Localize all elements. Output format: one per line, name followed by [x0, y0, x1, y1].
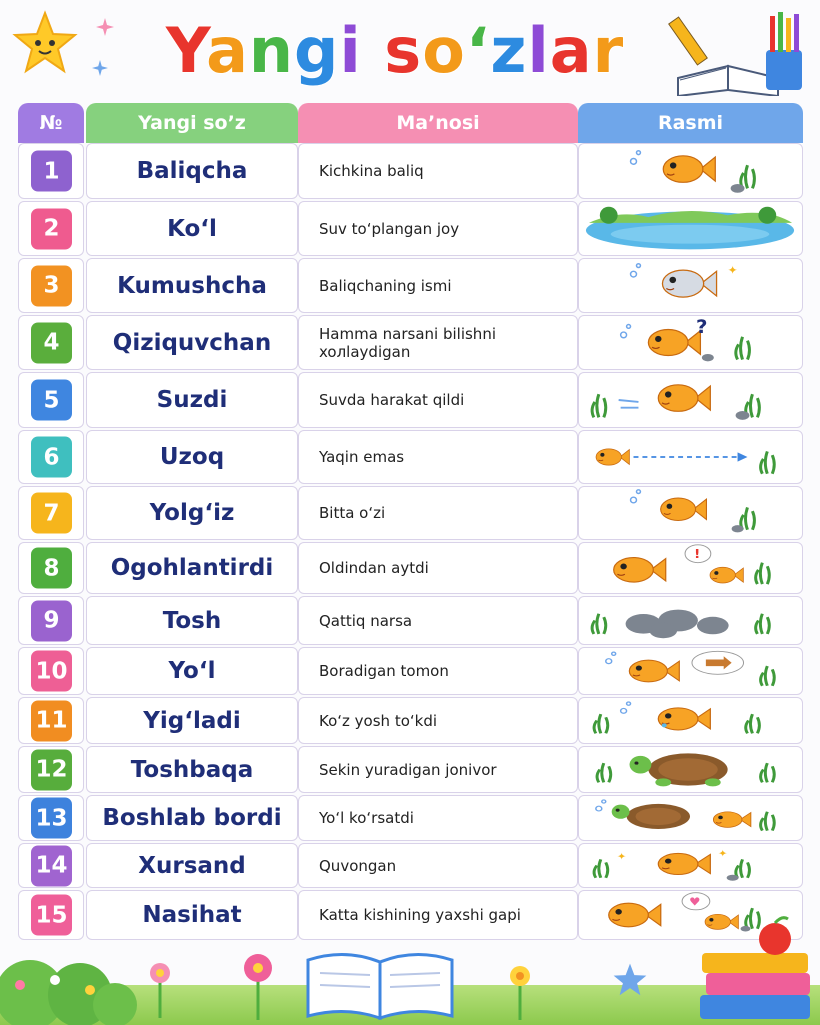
word-cell: Yo‘l: [86, 647, 298, 695]
table-row: [18, 143, 803, 199]
picture-cell: [578, 596, 803, 645]
svg-text:✦: ✦: [717, 847, 728, 859]
goldfish-icon: [579, 144, 802, 198]
meaning-cell: Oldindan aytdi: [298, 542, 578, 594]
curious-fish-icon: [579, 316, 802, 369]
bush-icon: [0, 940, 140, 1025]
word-cell: Ko‘l: [86, 201, 298, 256]
table-row: [18, 258, 803, 313]
crying-fish-icon: [579, 698, 802, 743]
svg-text:?: ?: [695, 316, 708, 338]
picture-cell: [578, 486, 803, 540]
picture-cell: [578, 843, 803, 888]
num-cell: [18, 201, 84, 256]
row-number: 1: [31, 151, 72, 192]
row-number: 5: [31, 380, 72, 421]
page-title: Yangi so‘zlar: [165, 14, 625, 87]
num-cell: [18, 746, 84, 793]
sparkle-icon: [96, 18, 114, 36]
row-number: 2: [31, 208, 72, 249]
svg-text:✦: ✦: [616, 850, 627, 862]
picture-cell: [578, 258, 803, 313]
word-cell: Xursand: [86, 843, 298, 888]
word-cell: Tosh: [86, 596, 298, 645]
turtle-leading-icon: [579, 796, 802, 840]
num-cell: [18, 143, 84, 199]
meaning-cell: Sekin yuradigan jonivor: [298, 746, 578, 793]
open-book-icon: [300, 948, 460, 1023]
silver-fish-icon: [579, 259, 802, 312]
stones-icon: [579, 597, 802, 644]
warning-fish-icon: [579, 543, 802, 593]
num-cell: [18, 843, 84, 888]
turtle-icon: [579, 747, 802, 792]
table-row: [18, 746, 803, 793]
row-number: 11: [31, 700, 72, 741]
num-cell: [18, 372, 84, 428]
row-number: 4: [31, 322, 72, 363]
meaning-cell: Yo‘l ko‘rsatdi: [298, 795, 578, 841]
picture-cell: [578, 372, 803, 428]
picture-cell: [578, 315, 803, 370]
meaning-cell: Suvda harakat qildi: [298, 372, 578, 428]
meaning-cell: Bitta o‘zi: [298, 486, 578, 540]
row-number: 13: [31, 798, 72, 839]
swimming-fish-icon: [579, 373, 802, 427]
table-row: [18, 647, 803, 695]
svg-text:♥: ♥: [689, 895, 701, 909]
far-arrow-icon: [579, 431, 802, 483]
meaning-cell: Qattiq narsa: [298, 596, 578, 645]
meaning-cell: Hamma narsani bilishni xoлlaydigan: [298, 315, 578, 370]
direction-sign-icon: [579, 648, 802, 694]
picture-cell: [578, 795, 803, 841]
num-cell: [18, 315, 84, 370]
num-cell: [18, 430, 84, 484]
header-num: №: [18, 103, 84, 143]
sparkle-icon: [92, 60, 108, 76]
table-row: [18, 795, 803, 841]
num-cell: [18, 258, 84, 313]
word-cell: Yolg‘iz: [86, 486, 298, 540]
word-cell: Kumushcha: [86, 258, 298, 313]
star-icon: [12, 10, 78, 76]
meaning-cell: Yaqin emas: [298, 430, 578, 484]
row-number: 8: [31, 548, 72, 589]
meaning-cell: Katta kishining yaxshi gapi: [298, 890, 578, 940]
meaning-cell: Quvongan: [298, 843, 578, 888]
num-cell: [18, 890, 84, 940]
row-number: 15: [31, 895, 72, 936]
picture-cell: [578, 201, 803, 256]
row-number: 14: [31, 845, 72, 886]
table-row: [18, 890, 803, 940]
table-row: [18, 430, 803, 484]
picture-cell: [578, 647, 803, 695]
picture-cell: [578, 430, 803, 484]
word-cell: Boshlab bordi: [86, 795, 298, 841]
meaning-cell: Boradigan tomon: [298, 647, 578, 695]
flower-icon: [505, 962, 535, 1020]
num-cell: [18, 596, 84, 645]
header-picture: Rasmi: [578, 103, 803, 143]
table-row: [18, 315, 803, 370]
flower-icon: [238, 950, 278, 1020]
meaning-cell: Baliqchaning ismi: [298, 258, 578, 313]
svg-text:!: !: [693, 547, 701, 562]
star-icon: [612, 962, 648, 998]
flower-icon: [145, 958, 175, 1018]
row-number: 3: [31, 265, 72, 306]
num-cell: [18, 647, 84, 695]
pencil-book-icon: [668, 8, 808, 96]
lake-icon: [579, 202, 802, 255]
table-row: [18, 542, 803, 594]
row-number: 9: [31, 600, 72, 641]
table-row: [18, 372, 803, 428]
word-cell: Uzoq: [86, 430, 298, 484]
table-row: [18, 843, 803, 888]
row-number: 12: [31, 749, 72, 790]
header-meaning: Ma’nosi: [298, 103, 578, 143]
table-row: [18, 697, 803, 744]
header-word: Yangi so’z: [86, 103, 298, 143]
meaning-cell: Ko‘z yosh to‘kdi: [298, 697, 578, 744]
word-cell: Yig‘ladi: [86, 697, 298, 744]
lonely-fish-icon: [579, 487, 802, 539]
word-cell: Nasihat: [86, 890, 298, 940]
svg-text:✦: ✦: [727, 263, 738, 278]
word-cell: Baliqcha: [86, 143, 298, 199]
books-apple-icon: [690, 915, 815, 1023]
num-cell: [18, 697, 84, 744]
num-cell: [18, 795, 84, 841]
table-row: [18, 486, 803, 540]
table-row: [18, 596, 803, 645]
table-row: [18, 201, 803, 256]
picture-cell: [578, 697, 803, 744]
picture-cell: [578, 143, 803, 199]
num-cell: [18, 486, 84, 540]
num-cell: [18, 542, 84, 594]
word-cell: Toshbaqa: [86, 746, 298, 793]
row-number: 10: [31, 651, 72, 692]
row-number: 7: [31, 493, 72, 534]
meaning-cell: Suv to‘plangan joy: [298, 201, 578, 256]
happy-fish-icon: [579, 844, 802, 887]
word-cell: Suzdi: [86, 372, 298, 428]
word-cell: Qiziquvchan: [86, 315, 298, 370]
picture-cell: [578, 746, 803, 793]
meaning-cell: Kichkina baliq: [298, 143, 578, 199]
picture-cell: [578, 542, 803, 594]
row-number: 6: [31, 437, 72, 478]
word-cell: Ogohlantirdi: [86, 542, 298, 594]
